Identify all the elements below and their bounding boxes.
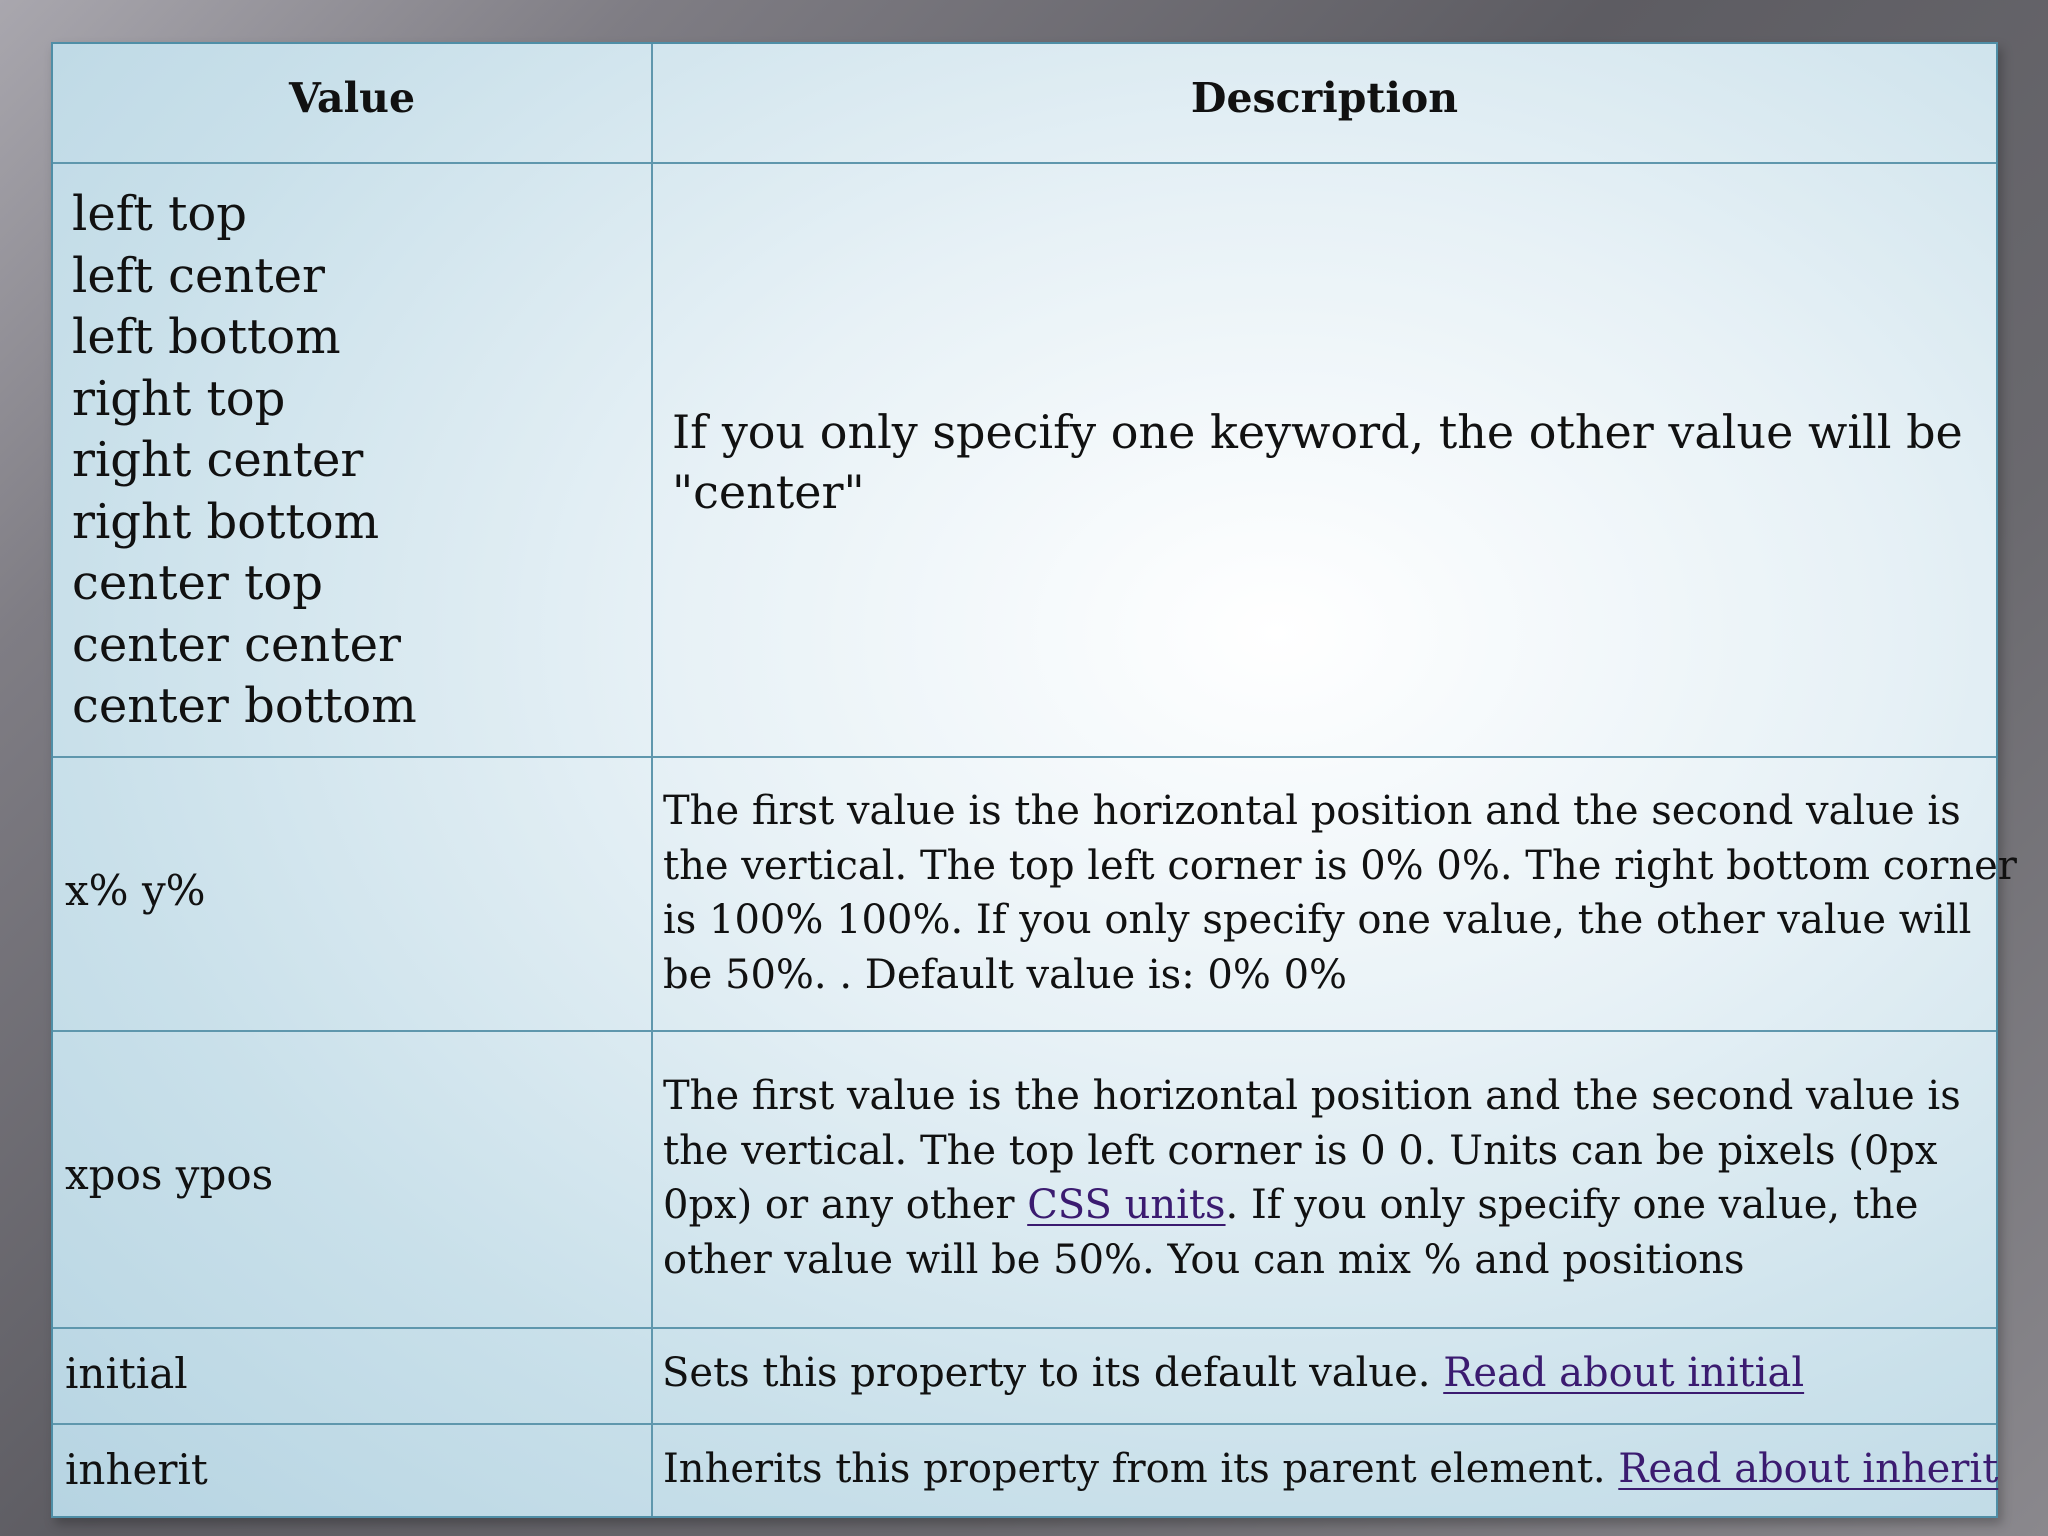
- initial-description: [662, 1346, 1804, 1401]
- keyword-value: center bottom: [72, 678, 417, 734]
- row-divider: [53, 1327, 1996, 1329]
- value-initial: initial: [65, 1349, 188, 1398]
- keyword-value: right center: [72, 432, 364, 488]
- xpos-ypos-description: [663, 1069, 1961, 1287]
- header-value: Value: [288, 74, 416, 122]
- description-line: The first value is the horizontal position and the second value is: [663, 1073, 1961, 1119]
- description-line: the vertical. The top left corner is 0 0. Units can be pixels (0px: [663, 1127, 1938, 1174]
- inherit-description: [663, 1442, 1998, 1497]
- row-divider: [53, 1423, 1996, 1425]
- description-line: [663, 1178, 1961, 1233]
- row-divider: [53, 1030, 1996, 1032]
- description-text: Sets this property to its default value.: [662, 1350, 1444, 1396]
- keyword-value: left top: [72, 186, 247, 242]
- description-text: 0px) or any other: [663, 1182, 1028, 1228]
- description-line: "center": [672, 465, 865, 519]
- keyword-value: center center: [72, 616, 401, 673]
- description-line: is 100% 100%. If you only specify one value, the other value will: [663, 897, 1972, 943]
- row-divider: [53, 162, 1996, 164]
- keyword-value: left center: [72, 247, 325, 304]
- value-percent: x% y%: [65, 866, 206, 915]
- keyword-value: left bottom: [72, 309, 341, 365]
- keyword-description: [672, 402, 1972, 522]
- keyword-value: right top: [72, 370, 286, 427]
- value-inherit: inherit: [65, 1445, 208, 1494]
- description-line: The first value is the horizontal position and the second value is: [663, 788, 1961, 834]
- value-xpos-ypos: xpos ypos: [65, 1150, 274, 1199]
- column-divider: [651, 44, 653, 1516]
- read-about-inherit-link[interactable]: Read about inherit: [1618, 1446, 1999, 1492]
- keyword-values-list: [72, 184, 417, 738]
- description-line: other value will be 50%. You can mix % and positions: [663, 1236, 1745, 1283]
- description-text: . If you only specify one value, the: [1225, 1182, 1919, 1228]
- css-values-table: [51, 42, 2017, 1518]
- description-line: be 50%. . Default value is: 0% 0%: [663, 951, 1348, 998]
- css-units-link[interactable]: CSS units: [1027, 1182, 1226, 1228]
- row-divider: [53, 756, 1996, 758]
- description-line: the vertical. The top left corner is 0% 0%. The right bottom corner: [663, 842, 2017, 889]
- description-text: Inherits this property from its parent element.: [663, 1446, 1619, 1492]
- description-line: If you only specify one keyword, the other value will be: [672, 405, 1963, 459]
- read-about-initial-link[interactable]: Read about initial: [1443, 1350, 1805, 1396]
- keyword-value: center top: [72, 555, 324, 611]
- header-description: Description: [1190, 74, 1459, 122]
- keyword-value: right bottom: [72, 493, 380, 550]
- percent-description: [663, 784, 2017, 1002]
